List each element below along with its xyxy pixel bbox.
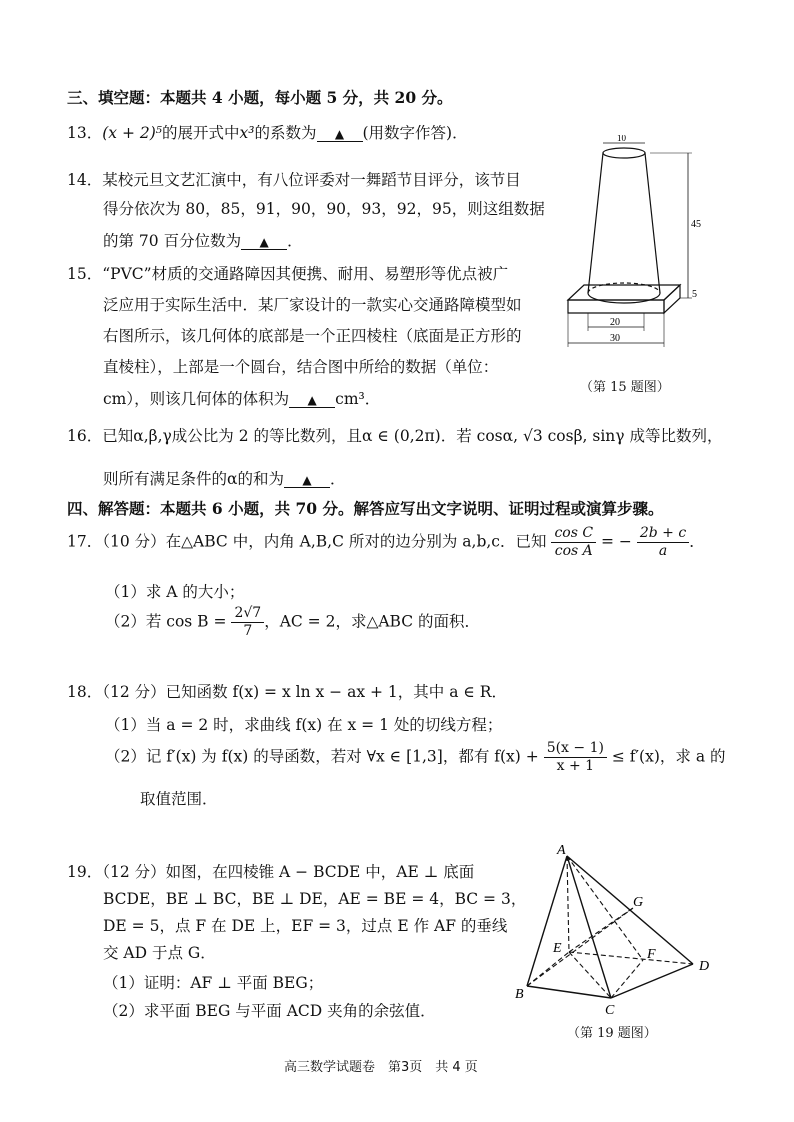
q16-text-line1: 已知α,β,γ成公比为 2 的等比数列，且α ∈ (0,2π)．若 cosα, √3 cosβ, sinγ 成等比数列， <box>102 427 723 445</box>
question-15-line1 <box>67 262 508 284</box>
q17-fraction-cosB <box>231 605 264 640</box>
q18-number: 18． <box>67 683 103 701</box>
question-17-line1 <box>67 525 705 560</box>
q17-frac2-num: 2b + c <box>637 525 689 543</box>
q15-tail: cm³． <box>335 390 381 408</box>
q17-frac1-num: cos C <box>551 525 596 543</box>
fig15-caption: （第 15 题图） <box>580 380 670 395</box>
q18-text-line1: （12 分）已知函数 f(x) = x ln x − ax + 1，其中 a ∈ R． <box>102 683 507 701</box>
question-16-line2 <box>103 467 345 489</box>
q16-answer-blank: ▲ <box>284 473 330 488</box>
label-E: E <box>553 941 562 956</box>
q16-text-line2: 则所有满足条件的α的和为 <box>103 470 284 488</box>
q18-part2-a: （2）记 f′(x) 为 f(x) 的导函数，若对 ∀x ∈ [1,3]，都有 f(x) + <box>105 747 539 766</box>
q17-part2-b: ，AC = 2，求△ABC 的面积． <box>264 612 481 631</box>
q14-number: 14． <box>67 171 103 189</box>
label-A: A <box>557 843 566 858</box>
edge-ED <box>569 952 693 964</box>
q15-number: 15． <box>67 265 103 283</box>
q15-text-line4: 直棱柱），上部是一个圆台，结合图中所给的数据（单位： <box>103 358 499 376</box>
question-14-line3 <box>103 229 303 251</box>
edge-AF <box>567 856 643 960</box>
q19-text-line1: （12 分）如图，在四棱锥 A − BCDE 中，AE ⊥ 底面 <box>102 863 475 881</box>
question-16-line1 <box>67 424 722 446</box>
edge-AB <box>527 856 567 986</box>
q17-part2-a: （2）若 cos B = <box>105 612 227 631</box>
q17-fraction-sides <box>637 525 689 560</box>
q14-tail: ． <box>287 232 303 250</box>
q14-text-line3: 的第 70 百分位数为 <box>103 232 242 250</box>
dim-outer-label: 30 <box>610 333 620 344</box>
frustum-right-edge <box>645 153 660 293</box>
q18-p2-den: x + 1 <box>556 758 595 774</box>
q19-number: 19． <box>67 863 103 881</box>
q19-text-line3: DE = 5，点 F 在 DE 上，EF = 3，过点 E 作 AF 的垂线 <box>103 917 508 935</box>
edge-CF <box>611 960 643 998</box>
q13-text1: 的展开式中 <box>162 124 240 142</box>
q17-p2-num: 2√7 <box>231 605 264 623</box>
q15-text-line5: cm），则该几何体的体积为 <box>103 390 290 408</box>
q13-text2: 的系数为 <box>254 124 317 142</box>
page-footer: 高三数学试题卷 第3页 共 4 页 <box>284 1060 478 1075</box>
section-3-header: 三、填空题：本题共 4 小题，每小题 5 分，共 20 分。 <box>67 88 453 107</box>
pyramid-figure <box>515 840 725 1020</box>
question-17-part2 <box>105 605 480 640</box>
q15-text-line3: 右图所示，该几何体的底部是一个正四棱柱（底面是正方形的 <box>103 327 522 345</box>
q18-part2-b: ≤ f′(x)，求 a 的 <box>611 747 726 766</box>
q17-part1: （1）求 A 的大小； <box>105 583 245 601</box>
q13-x3: x³ <box>239 124 255 142</box>
q17-fraction-cos <box>551 525 596 560</box>
base-side-face <box>664 285 680 313</box>
edge-CD <box>611 964 693 998</box>
q18-part2-c: 取值范围． <box>140 790 218 808</box>
q17-eq: = − <box>601 532 632 551</box>
base-front-face <box>568 300 664 313</box>
q15-text-line2: 泛应用于实际生活中．某厂家设计的一款实心交通路障模型如 <box>103 296 522 314</box>
dim-base-label: 5 <box>692 289 697 300</box>
question-18-line1 <box>67 680 507 702</box>
q14-answer-blank: ▲ <box>241 235 287 250</box>
dim-top-label: 10 <box>617 135 626 143</box>
label-C: C <box>605 1003 615 1018</box>
question-13 <box>67 121 468 143</box>
q16-tail: ． <box>329 470 346 488</box>
q13-answer-blank: ▲ <box>317 127 363 142</box>
q13-number: 13． <box>67 124 103 142</box>
q17-end: ． <box>689 532 705 551</box>
q13-expr: (x + 2)⁵ <box>102 124 162 142</box>
q15-text-line1: “PVC”材质的交通路障因其便携、耐用、易塑形等优点被广 <box>102 265 509 283</box>
q13-tail: (用数字作答)． <box>362 124 468 142</box>
q19-text-line4: 交 AD 于点 G． <box>103 944 216 962</box>
question-15-line5 <box>103 387 380 409</box>
q15-answer-blank: ▲ <box>289 393 335 408</box>
fig19-caption: （第 19 题图） <box>567 1026 657 1041</box>
q18-p2-num: 5(x − 1) <box>544 740 607 758</box>
q14-text-line1: 某校元旦文艺汇演中，有八位评委对一舞蹈节目评分，该节目 <box>102 171 521 189</box>
q19-part2: （2）求平面 BEG 与平面 ACD 夹角的余弦值． <box>103 1002 436 1020</box>
dim-height-label: 45 <box>691 219 701 230</box>
q17-frac2-den: a <box>658 543 668 559</box>
question-14-line1 <box>67 168 521 190</box>
label-D: D <box>699 959 710 974</box>
edge-AE <box>567 856 569 952</box>
q18-fraction <box>544 740 607 775</box>
frustum-top-ellipse <box>603 148 645 158</box>
frustum-left-edge <box>588 153 603 293</box>
section-4-header: 四、解答题：本题共 6 小题，共 70 分。解答应写出文字说明、证明过程或演算步骤。 <box>67 499 664 518</box>
question-18-part2 <box>105 740 726 775</box>
q17-p2-den: 7 <box>243 623 253 639</box>
q14-text-line2: 得分依次为 80，85，91，90，90，93，92，95，则这组数据 <box>103 200 545 218</box>
q19-text-line2: BCDE，BE ⊥ BC，BE ⊥ DE，AE = BE = 4，BC = 3， <box>103 890 527 908</box>
question-19-line1 <box>67 860 474 882</box>
label-F: F <box>647 947 656 962</box>
q19-part1: （1）证明：AF ⊥ 平面 BEG； <box>103 974 324 992</box>
frustum-bottom-arc <box>588 293 660 303</box>
q17-number: 17． <box>67 532 103 551</box>
label-G: G <box>633 895 644 910</box>
q17-text-line1: （10 分）在△ABC 中，内角 A,B,C 所对的边分别为 a,b,c．已知 <box>102 532 547 551</box>
dim-inner-label: 20 <box>610 317 620 328</box>
label-B: B <box>515 987 524 1002</box>
base-top-face <box>568 285 680 300</box>
q18-part1: （1）当 a = 2 时，求曲线 f(x) 在 x = 1 处的切线方程； <box>105 716 503 734</box>
q17-frac1-den: cos A <box>554 543 593 559</box>
traffic-barrier-figure <box>560 135 710 355</box>
edge-BC <box>527 986 611 998</box>
q16-number: 16． <box>67 427 103 445</box>
edge-BG <box>527 908 633 986</box>
edge-EG <box>569 908 633 952</box>
edge-EC <box>569 952 611 998</box>
